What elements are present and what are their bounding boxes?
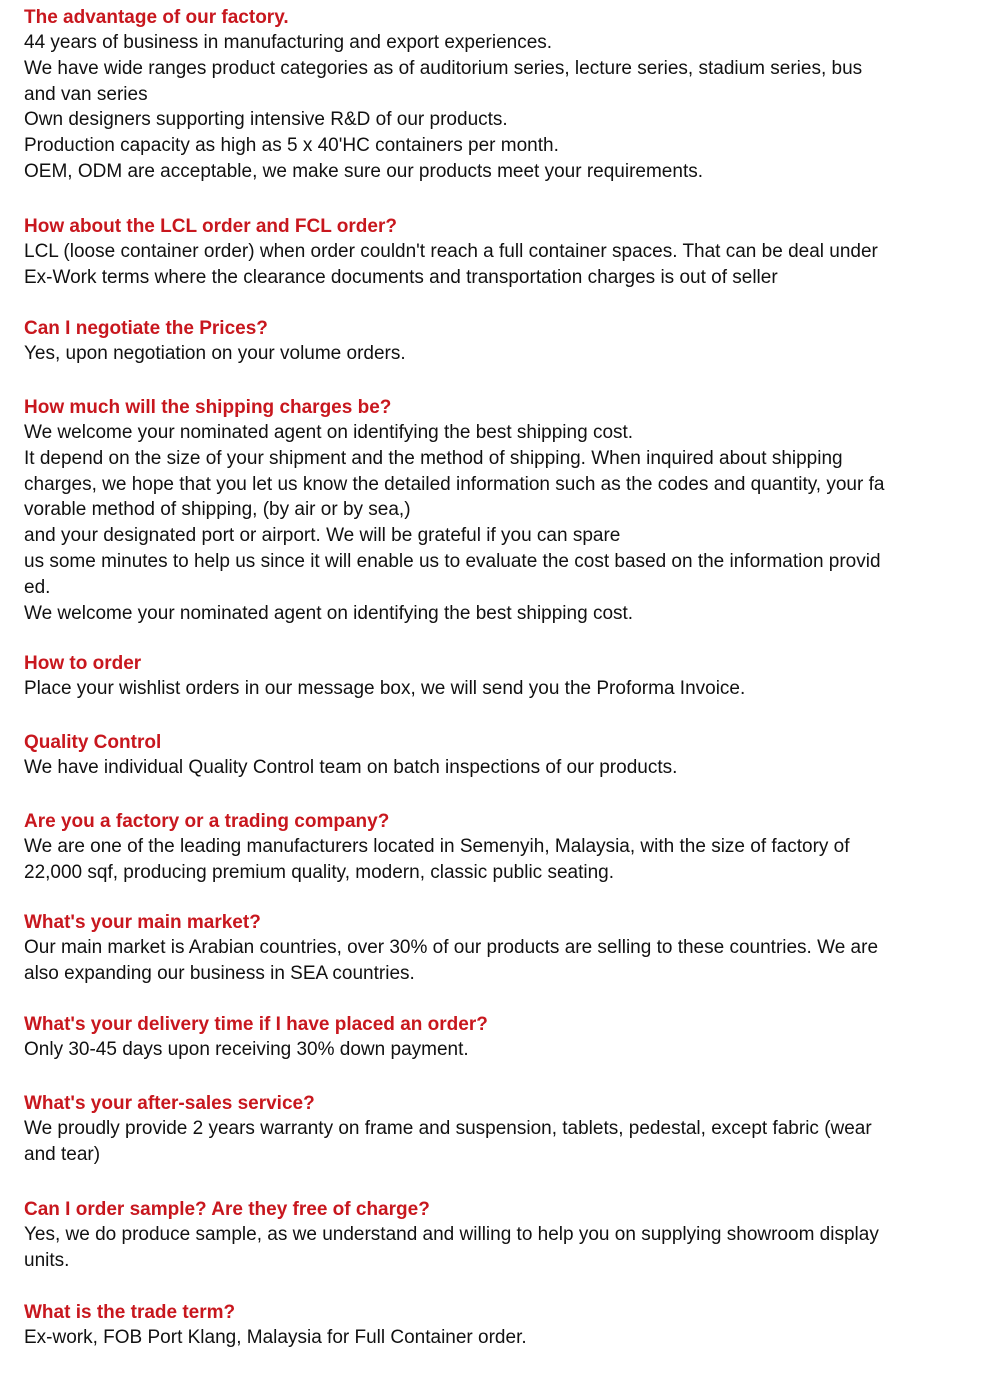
faq-answer-line: Ex-work, FOB Port Klang, Malaysia for Full Container order. [24,1327,527,1348]
faq-question: Quality Control [24,732,162,753]
faq-question: Can I negotiate the Prices? [24,318,268,339]
faq-question: What is the trade term? [24,1302,236,1323]
faq-lcl-fcl [24,214,970,291]
faq-answer-line: Yes, we do produce sample, as we understand and willing to help you on supplying showroom display [24,1224,879,1245]
faq-how-to-order [24,651,970,702]
faq-question: How to order [24,653,142,674]
faq-question: Can I order sample? Are they free of charge? [24,1199,430,1220]
faq-answer-line: us some minutes to help us since it will enable us to evaluate the cost based on the information provid [24,550,881,572]
faq-answer-line: We welcome your nominated agent on identifying the best shipping cost. [24,602,634,624]
faq-answer-line: Own designers supporting intensive R&D of our products. [24,109,508,131]
faq-samples [24,1197,970,1274]
faq-answer-line: It depend on the size of your shipment and the method of shipping. When inquired about shipping [24,447,843,469]
faq-answer-line: We welcome your nominated agent on identifying the best shipping cost. [24,422,634,443]
faq-answer-line: ed. [24,576,51,598]
faq-factory-or-trading [24,809,970,886]
faq-question: The advantage of our factory. [24,7,289,28]
faq-question: How about the LCL order and FCL order? [24,216,397,237]
faq-question: What's your after-sales service? [24,1093,315,1114]
faq-factory-advantage [24,5,970,185]
faq-answer-line: vorable method of shipping, (by air or by sea,) [24,499,411,521]
faq-answer-line: We proudly provide 2 years warranty on frame and suspension, tablets, pedestal, except fabric (wear [24,1118,872,1139]
faq-answer-line: also expanding our business in SEA countries. [24,962,415,984]
faq-answer-line: and tear) [24,1143,101,1165]
faq-question: What's your main market? [24,912,261,933]
faq-answer-line: 44 years of business in manufacturing and export experiences. [24,32,553,53]
faq-answer-line: Only 30-45 days upon receiving 30% down payment. [24,1039,469,1060]
faq-answer-line: We have individual Quality Control team on batch inspections of our products. [24,757,678,778]
faq-answer-line: and van series [24,83,148,105]
faq-question: How much will the shipping charges be? [24,397,392,418]
faq-negotiate-prices [24,316,970,367]
faq-answer-line: OEM, ODM are acceptable, we make sure our products meet your requirements. [24,160,703,182]
faq-answer-line: Production capacity as high as 5 x 40'HC containers per month. [24,135,559,157]
faq-answer-line: charges, we hope that you let us know the detailed information such as the codes and quantity, your fa [24,473,885,495]
faq-answer-line: and your designated port or airport. We will be grateful if you can spare [24,525,621,547]
faq-answer-line: LCL (loose container order) when order couldn't reach a full container spaces. That can be deal under [24,241,878,262]
faq-answer-line: Our main market is Arabian countries, over 30% of our products are selling to these countries. We are [24,937,879,958]
faq-answer-line: We are one of the leading manufacturers located in Semenyih, Malaysia, with the size of factory of [24,836,850,857]
faq-shipping-charges [24,395,970,626]
faq-delivery-time [24,1012,970,1063]
faq-answer-line: Ex-Work terms where the clearance documents and transportation charges is out of seller [24,266,778,288]
faq-answer-line: We have wide ranges product categories as of auditorium series, lecture series, stadium series, bus [24,57,863,79]
faq-question: What's your delivery time if I have placed an order? [24,1014,488,1035]
faq-quality-control [24,730,970,781]
faq-answer-line: Place your wishlist orders in our message box, we will send you the Proforma Invoice. [24,678,746,699]
faq-question: Are you a factory or a trading company? [24,811,390,832]
faq-answer-line: Yes, upon negotiation on your volume orders. [24,343,406,364]
faq-trade-term [24,1300,970,1351]
faq-answer-line: 22,000 sqf, producing premium quality, modern, classic public seating. [24,861,615,883]
faq-after-sales [24,1091,970,1168]
faq-main-market [24,910,970,987]
faq-answer-line: units. [24,1249,70,1271]
